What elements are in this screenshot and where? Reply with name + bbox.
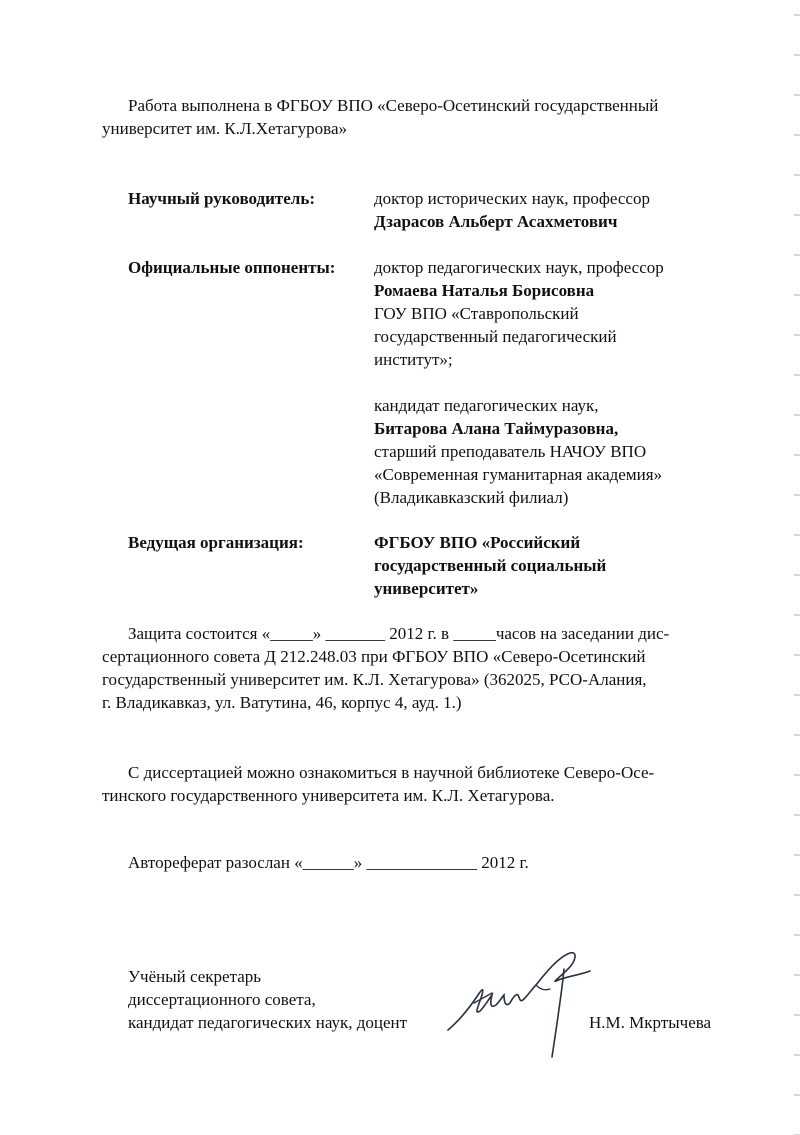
defense-line: г. Владикавказ, ул. Ватутина, 46, корпус 4, ауд. 1.): [102, 693, 462, 712]
library-line: тинского государственного университета им. К.Л. Хетагурова.: [102, 786, 555, 805]
abstract-sent-line: Автореферат разослан «______» _____________ 2012 г.: [128, 853, 529, 872]
supervisor-label: Научный руководитель:: [128, 189, 315, 208]
opponent-2-degree: кандидат педагогических наук,: [374, 396, 599, 415]
leading-org-line: государственный социальный: [374, 556, 607, 575]
supervisor-name: Дзарасов Альберт Асахметович: [374, 212, 618, 231]
handwritten-signature: [440, 945, 600, 1065]
leading-org-label: Ведущая организация:: [128, 533, 304, 552]
secretary-degree: кандидат педагогических наук, доцент: [128, 1013, 408, 1032]
opponent-1-degree: доктор педагогических наук, профессор: [374, 258, 664, 277]
defense-line: Защита состоится «_____» _______ 2012 г. в _____часов на заседании дис-: [128, 624, 670, 643]
opponents-label: Официальные оппоненты:: [128, 258, 336, 277]
opponent-2-org-line: старший преподаватель НАЧОУ ВПО: [374, 442, 647, 461]
leading-org-line: университет»: [374, 579, 479, 598]
opponent-2-org-line: (Владикавказский филиал): [374, 488, 569, 507]
opponent-1-org-line: ГОУ ВПО «Ставропольский: [374, 304, 579, 323]
opponent-1-org-line: государственный педагогический: [374, 327, 617, 346]
page-edge: [794, 0, 800, 1135]
opponent-2-org-line: «Современная гуманитарная академия»: [374, 465, 663, 484]
opponent-1-block: [374, 256, 734, 371]
secretary-title: Учёный секретарь: [128, 967, 262, 986]
secretary-name: Н.М. Мкртычева: [589, 1013, 712, 1032]
supervisor-block: [374, 187, 734, 233]
opponent-2-block: [374, 394, 734, 509]
opponent-2-name: Битарова Алана Таймуразовна,: [374, 419, 619, 438]
secretary-council: диссертационного совета,: [128, 990, 316, 1009]
defense-line: государственный университет им. К.Л. Хетагурова» (362025, РСО-Алания,: [102, 670, 647, 689]
opponent-1-org-line: институт»;: [374, 350, 453, 369]
supervisor-degree: доктор исторических наук, профессор: [374, 189, 650, 208]
intro-line-1: Работа выполнена в ФГБОУ ВПО «Северо-Осетинский государственный: [128, 96, 659, 115]
opponent-1-name: Ромаева Наталья Борисовна: [374, 281, 595, 300]
intro-line-2: университет им. К.Л.Хетагурова»: [102, 119, 348, 138]
leading-org-line: ФГБОУ ВПО «Российский: [374, 533, 581, 552]
leading-org-block: [374, 531, 734, 600]
library-line: С диссертацией можно ознакомиться в научной библиотеке Северо-Осе-: [128, 763, 655, 782]
defense-line: сертационного совета Д 212.248.03 при ФГБОУ ВПО «Северо-Осетинский: [102, 647, 646, 666]
